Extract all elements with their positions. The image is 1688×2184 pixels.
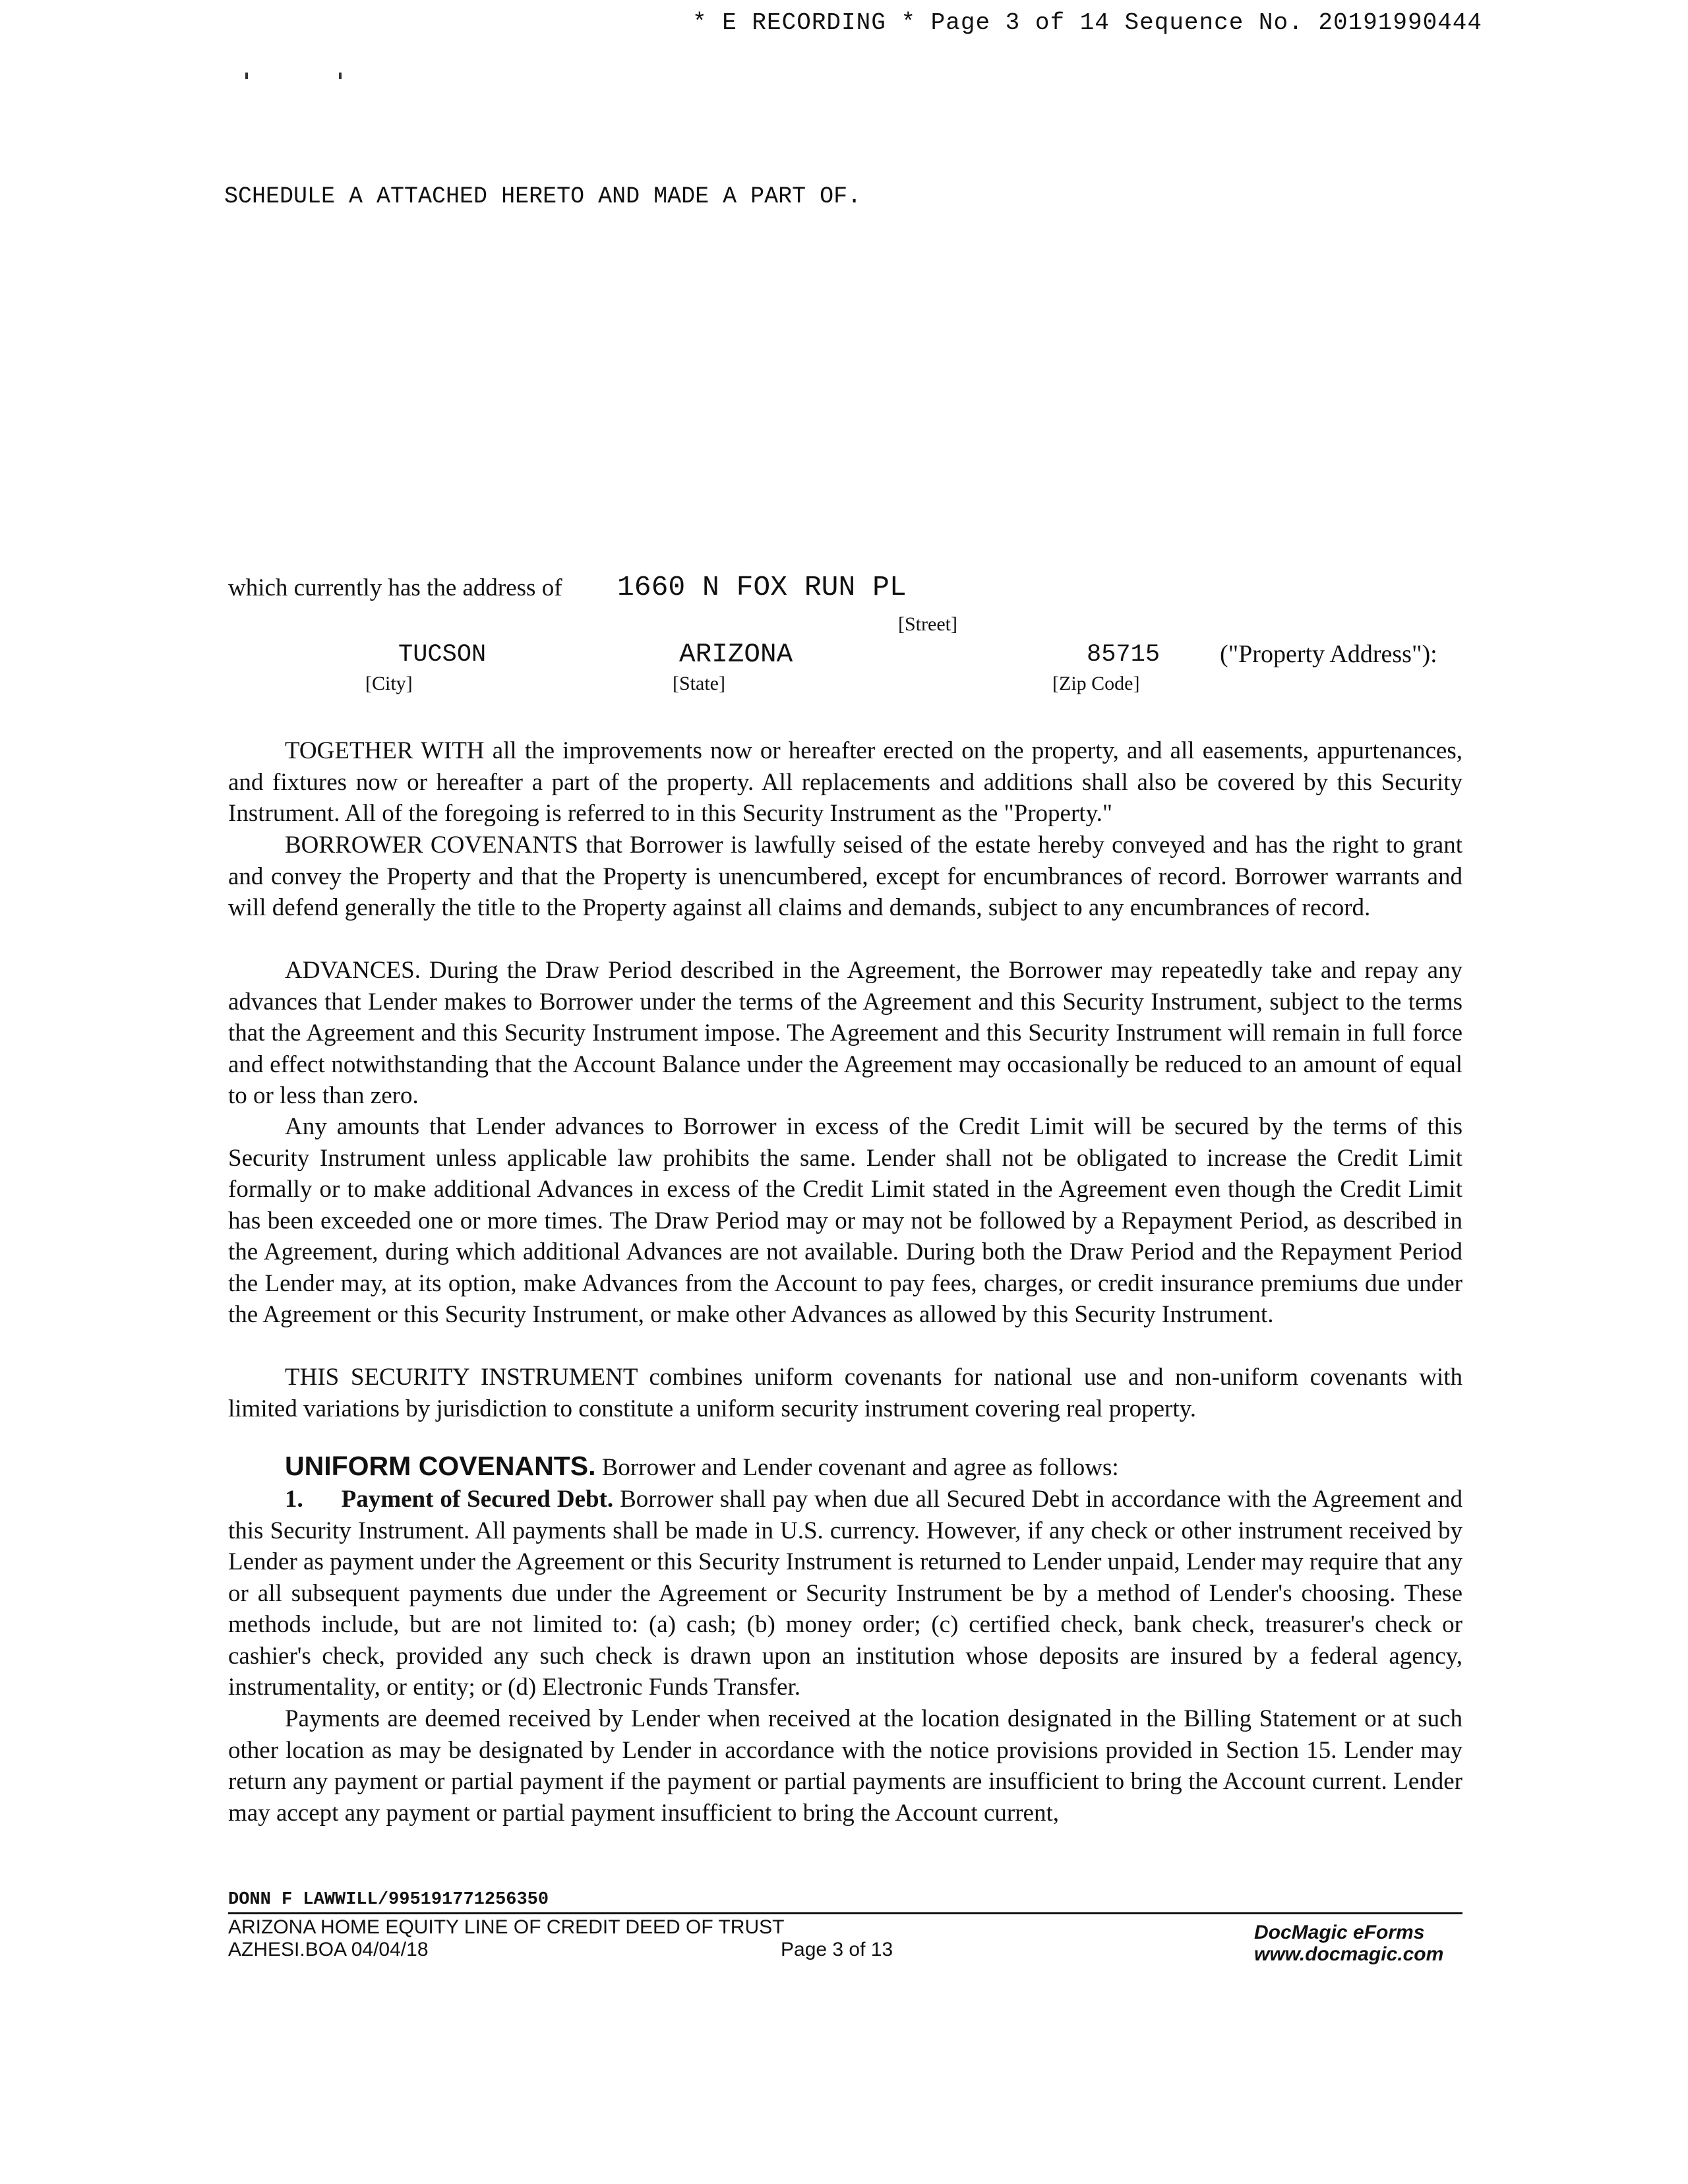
scan-speck	[339, 73, 342, 79]
zip-label: [Zip Code]	[1052, 673, 1140, 694]
street-label: [Street]	[898, 613, 957, 635]
footer-form-code: AZHESI.BOA 04/04/18	[228, 1939, 429, 1960]
item-body: Borrower shall pay when due all Secured Debt in accordance with the Agreement and this Security Instrument. All payments shall be made in U.S. currency. However, if any check or other instrument received by Lender as payment under the Agreement or this Security Instrument is returned to Lender unpaid, Lender may require that any or all subsequent payments due under the Agreement or Security Instrument be by a method of Lender's choosing. These methods include, but are not limited to: (a) cash; (b) money order; (c) certified check, bank check, treasurer's check or cashier's check, provided any such check is drawn upon an institution whose deposits are insured by a federal agency, instrumentality, or entity; or (d) Electronic Funds Transfer.	[228, 1486, 1463, 1701]
footer-borrower-ref: DONN F LAWWILL/995191771256350	[228, 1890, 549, 1910]
footer-divider	[228, 1912, 1462, 1914]
property-address-label: ("Property Address"):	[1220, 640, 1437, 668]
schedule-line: SCHEDULE A ATTACHED HERETO AND MADE A PART OF.	[224, 183, 862, 210]
address-street: 1660 N FOX RUN PL	[617, 571, 907, 603]
payment-secured-debt-paragraph	[228, 1484, 1462, 1703]
address-city: TUCSON	[398, 641, 487, 669]
borrower-covenants-paragraph: BORROWER COVENANTS that Borrower is lawfully seised of the estate hereby conveyed and has the right to grant and convey the Property and that the Property is unencumbered, except for encumbrances of record. Borrower warrants and will defend generally the title to the Property against all claims and demands, subject to any encumbrances of record.	[228, 832, 1462, 921]
uniform-covenants-title: UNIFORM COVENANTS.	[285, 1451, 596, 1481]
any-amounts-paragraph: Any amounts that Lender advances to Borrower in excess of the Credit Limit will be secured by the terms of this Security Instrument unless applicable law prohibits the same. Lender shall not be obligated to increase the Credit Limit formally or to make additional Advances in excess of the Credit Limit stated in the Agreement even though the Credit Limit has been exceeded one or more times. The Draw Period may or may not be followed by a Repayment Period, as described in the Agreement, during which additional Advances are not available. During both the Draw Period and the Repayment Period the Lender may, at its option, make Advances from the Account to pay fees, charges, or credit insurance premiums due under the Agreement or this Security Instrument, or make other Advances as allowed by this Security Instrument.	[228, 1113, 1462, 1328]
together-with-paragraph: TOGETHER WITH all the improvements now or hereafter erected on the property, and all easements, appurtenances, and fixtures now or hereafter a part of the property. All replacements and additions shall also be covered by this Security Instrument. All of the foregoing is referred to in this Security Instrument as the "Property."	[228, 737, 1462, 827]
address-intro: which currently has the address of	[228, 574, 562, 601]
advances-paragraph: ADVANCES. During the Draw Period described in the Agreement, the Borrower may repeatedly take and repay any advances that Lender makes to Borrower under the terms of the Agreement and this Security Instrument, subject to the terms that the Agreement and this Security Instrument impose. The Agreement and this Security Instrument will remain in full force and effect notwithstanding that the Account Balance under the Agreement may occasionally be reduced to an amount of equal to or less than zero.	[228, 957, 1462, 1109]
security-instrument-paragraph: THIS SECURITY INSTRUMENT combines uniform covenants for national use and non-uniform covenants with limited variations by jurisdiction to constitute a uniform security instrument covering real property.	[228, 1364, 1462, 1422]
address-state: ARIZONA	[679, 640, 793, 670]
uniform-covenants-heading	[285, 1451, 1119, 1482]
docmagic-logo	[1254, 1922, 1443, 1965]
uniform-covenants-intro: Borrower and Lender covenant and agree as follows:	[601, 1454, 1119, 1481]
city-label: [City]	[365, 673, 413, 694]
item-number: 1.	[285, 1486, 303, 1513]
item-title: Payment of Secured Debt.	[341, 1486, 614, 1513]
footer-form-title: ARIZONA HOME EQUITY LINE OF CREDIT DEED OF TRUST	[228, 1916, 785, 1938]
recording-header: * E RECORDING * Page 3 of 14 Sequence No. 20191990444	[692, 9, 1482, 36]
docmagic-website: www.docmagic.com	[1254, 1943, 1444, 1965]
footer-page-number: Page 3 of 13	[781, 1939, 893, 1960]
state-label: [State]	[673, 673, 725, 694]
scan-speck	[245, 73, 248, 79]
docmagic-brand: DocMagic eForms	[1254, 1922, 1425, 1943]
payments-received-paragraph: Payments are deemed received by Lender when received at the location designated in the Billing Statement or at such other location as may be designated by Lender in accordance with the notice provisions provided in Section 15. Lender may return any payment or partial payment if the payment or partial payments are insufficient to bring the Account current. Lender may accept any payment or partial payment insufficient to bring the Account current,	[228, 1705, 1462, 1827]
address-zip: 85715	[1087, 641, 1160, 669]
